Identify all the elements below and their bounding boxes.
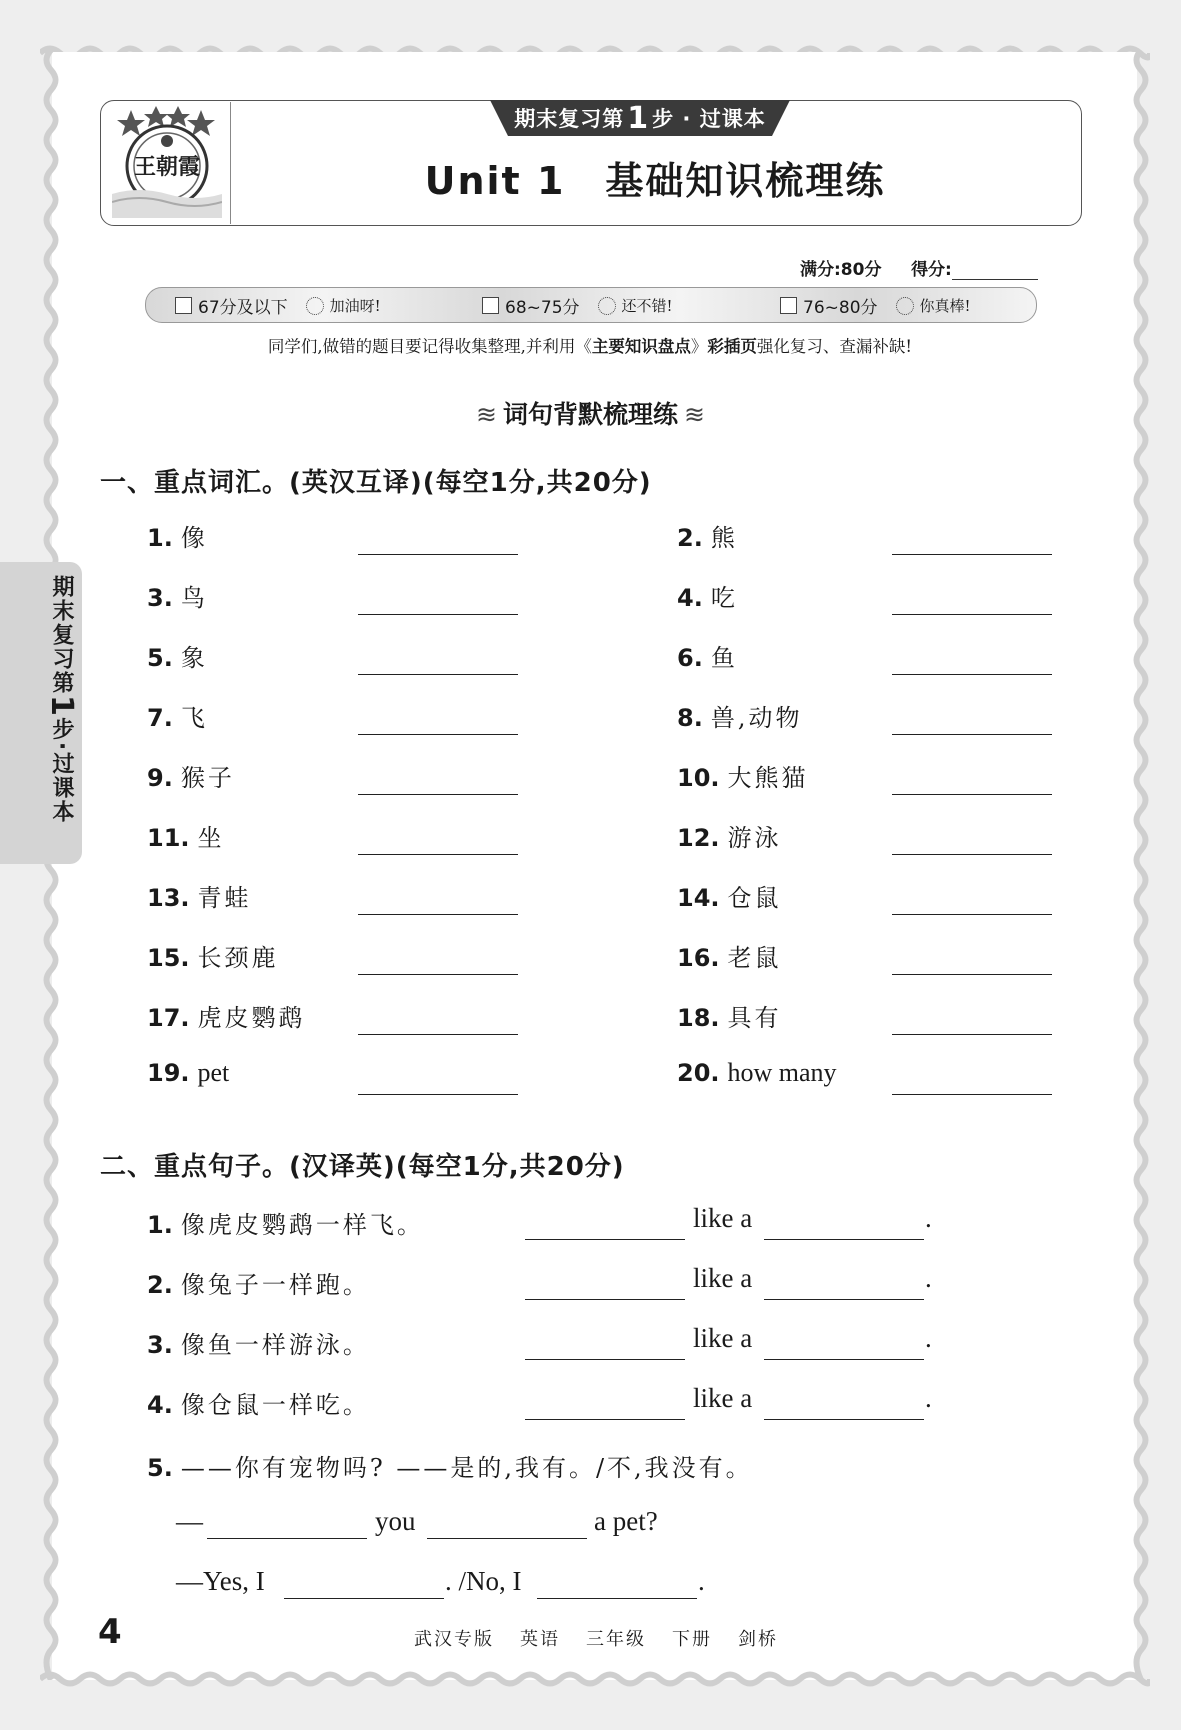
vocab-word: 飞 — [180, 704, 208, 732]
notice-mid: 》 — [690, 337, 708, 356]
header-tab-label — [490, 100, 790, 136]
vocab-word: 游泳 — [727, 824, 782, 852]
vocab-word: 像 — [180, 524, 208, 552]
sentence-like-a: like a — [693, 1383, 753, 1413]
sentence-chinese: 像兔子一样跑。 — [180, 1271, 370, 1299]
tab-suffix: 步 · 过课本 — [652, 107, 766, 131]
answer-blank[interactable] — [525, 1359, 685, 1360]
answer-blank[interactable] — [892, 914, 1052, 915]
notice-text — [60, 333, 1120, 357]
answer-blank[interactable] — [207, 1538, 367, 1539]
section-title — [0, 395, 1181, 431]
vocab-item — [677, 758, 809, 793]
sentence-number: 3. — [147, 1331, 173, 1359]
answer-blank[interactable] — [892, 734, 1052, 735]
vocab-item — [147, 518, 208, 553]
vocab-number: 13. — [147, 884, 190, 912]
vocab-word: 长颈鹿 — [197, 944, 279, 972]
answer-blank[interactable] — [358, 974, 518, 975]
footer-publisher: 剑桥 — [738, 1629, 778, 1650]
vocab-number: 10. — [677, 764, 720, 792]
vocab-item — [677, 518, 738, 553]
vocab-item — [147, 818, 225, 853]
rating-high — [780, 293, 971, 318]
answer-blank[interactable] — [892, 1034, 1052, 1035]
vocab-number: 12. — [677, 824, 720, 852]
sentence-chinese: 像鱼一样游泳。 — [180, 1331, 370, 1359]
answer-blank[interactable] — [525, 1239, 685, 1240]
answer-blank[interactable] — [892, 554, 1052, 555]
notice-before: 同学们,做错的题目要记得收集整理,并利用《 — [267, 337, 592, 356]
smile-face-icon — [598, 297, 616, 315]
sentence-item-5 — [147, 1448, 753, 1483]
answer-blank[interactable] — [358, 1034, 518, 1035]
footer-edition: 武汉专版 — [414, 1629, 494, 1650]
tab-step-number: 1 — [627, 100, 650, 136]
wave-right-icon: ≋ — [684, 400, 705, 429]
sentence-item — [147, 1385, 370, 1420]
answer-blank[interactable] — [358, 914, 518, 915]
vocab-word: 兽,动物 — [710, 704, 803, 732]
side-tab-prefix: 期末复习第 — [49, 575, 74, 695]
vocab-item — [677, 998, 782, 1033]
vocab-word: 虎皮鹦鹉 — [197, 1004, 306, 1032]
answer-blank[interactable] — [525, 1299, 685, 1300]
vocab-number: 8. — [677, 704, 703, 732]
vocab-number: 14. — [677, 884, 720, 912]
vocab-number: 3. — [147, 584, 173, 612]
sentence-like-a: like a — [693, 1323, 753, 1353]
vocab-item — [147, 578, 208, 613]
sentence-period: . — [925, 1203, 932, 1233]
vocab-number: 17. — [147, 1004, 190, 1032]
vocab-number: 1. — [147, 524, 173, 552]
vocab-word: 鸟 — [180, 584, 208, 612]
notice-bold-2: 彩插页 — [707, 337, 757, 356]
page-number: 4 — [98, 1612, 122, 1652]
footer — [414, 1625, 778, 1651]
vocab-number: 11. — [147, 824, 190, 852]
side-tab-suffix: 步·过课本 — [49, 717, 74, 825]
sentence-chinese: 像仓鼠一样吃。 — [180, 1391, 370, 1419]
answer-blank[interactable] — [537, 1598, 697, 1599]
part1-heading: 一、重点词汇。(英汉互译)(每空1分,共20分) — [100, 468, 652, 498]
vocab-word: 青蛙 — [197, 884, 252, 912]
answer-blank[interactable] — [358, 734, 518, 735]
answer-blank[interactable] — [358, 794, 518, 795]
vocab-number: 16. — [677, 944, 720, 972]
rating-mid — [482, 293, 673, 318]
answer-blank[interactable] — [764, 1419, 924, 1420]
vocab-number: 6. — [677, 644, 703, 672]
rating-high-message: 你真棒! — [919, 297, 971, 315]
page-border-left — [40, 50, 62, 1680]
sentence-item — [147, 1205, 424, 1240]
svg-text:王朝霞: 王朝霞 — [133, 154, 201, 180]
cheer-face-icon — [306, 297, 324, 315]
sentence-number: 4. — [147, 1391, 173, 1419]
answer-blank[interactable] — [892, 674, 1052, 675]
vocab-number: 18. — [677, 1004, 720, 1032]
vocab-item — [677, 1058, 837, 1088]
answer-blank[interactable] — [284, 1598, 444, 1599]
sentence-like-a: like a — [693, 1203, 753, 1233]
vocab-number: 15. — [147, 944, 190, 972]
vocab-word: how many — [727, 1058, 837, 1087]
vocab-number: 4. — [677, 584, 703, 612]
vocab-item — [147, 698, 208, 733]
vocab-word: 吃 — [710, 584, 738, 612]
wave-left-icon: ≋ — [476, 400, 497, 429]
answer-blank[interactable] — [892, 974, 1052, 975]
sentence-like-a: like a — [693, 1263, 753, 1293]
vocab-word: 老鼠 — [727, 944, 782, 972]
vocab-number: 20. — [677, 1059, 720, 1087]
sentence-chinese: 像虎皮鹦鹉一样飞。 — [180, 1211, 424, 1239]
sentence-period: . — [925, 1323, 932, 1353]
answer-blank[interactable] — [764, 1239, 924, 1240]
part2-heading: 二、重点句子。(汉译英)(每空1分,共20分) — [100, 1152, 625, 1182]
sentence-number: 2. — [147, 1271, 173, 1299]
vocab-item — [147, 758, 235, 793]
vocab-item — [677, 698, 802, 733]
vocab-word: 猴子 — [180, 764, 235, 792]
answer-blank[interactable] — [892, 794, 1052, 795]
answer-yes: —Yes, I — [176, 1566, 265, 1596]
page-border-bottom — [40, 1668, 1150, 1690]
sentence-number: 5. — [147, 1454, 173, 1482]
answer-blank[interactable] — [892, 854, 1052, 855]
answer-blank[interactable] — [764, 1359, 924, 1360]
sentence-chinese: ——你有宠物吗? ——是的,我有。/不,我没有。 — [180, 1454, 753, 1482]
answer-blank[interactable] — [427, 1538, 587, 1539]
answer-blank[interactable] — [358, 854, 518, 855]
rating-low-range: 67分及以下 — [198, 298, 288, 318]
vocab-item — [147, 1058, 229, 1088]
vocab-number: 7. — [147, 704, 173, 732]
vocab-item — [147, 938, 279, 973]
sentence-item — [147, 1265, 370, 1300]
notice-bold-1: 主要知识盘点 — [591, 337, 691, 356]
vocab-number: 19. — [147, 1059, 190, 1087]
vocab-item — [677, 938, 782, 973]
answer-no: . /No, I — [445, 1566, 522, 1596]
vocab-number: 9. — [147, 764, 173, 792]
answer-end: . — [698, 1566, 705, 1596]
rating-high-range: 76~80分 — [803, 298, 878, 318]
publisher-logo — [112, 106, 222, 218]
rating-mid-checkbox[interactable] — [482, 297, 499, 314]
vocab-word: 象 — [180, 644, 208, 672]
footer-subject: 英语 — [520, 1629, 560, 1650]
vocab-word: 大熊猫 — [727, 764, 809, 792]
answer-blank[interactable] — [892, 1094, 1052, 1095]
vocab-item — [677, 638, 738, 673]
score-got-label: 得分: — [911, 260, 952, 280]
sentence-period: . — [925, 1383, 932, 1413]
vocab-word: 鱼 — [710, 644, 738, 672]
notice-after: 强化复习、查漏补缺! — [756, 337, 913, 356]
sentence-period: . — [925, 1263, 932, 1293]
vocab-item — [147, 878, 252, 913]
rating-low — [175, 293, 381, 318]
star-face-icon — [896, 297, 914, 315]
vocab-item — [677, 818, 782, 853]
score-input[interactable] — [952, 261, 1038, 280]
sentence-number: 1. — [147, 1211, 173, 1239]
section-title-text: 词句背默梳理练 — [502, 400, 678, 429]
full-score-label: 满分:80分 — [800, 260, 882, 280]
vocab-item — [677, 578, 738, 613]
vocab-word: pet — [197, 1058, 230, 1087]
rating-low-checkbox[interactable] — [175, 297, 192, 314]
sentence-item — [147, 1325, 370, 1360]
footer-volume: 下册 — [672, 1629, 712, 1650]
answer-blank[interactable] — [358, 614, 518, 615]
vocab-item — [147, 638, 208, 673]
score-line — [800, 255, 1038, 280]
question-end: a pet? — [594, 1506, 658, 1536]
vocab-word: 具有 — [727, 1004, 782, 1032]
footer-grade: 三年级 — [586, 1629, 646, 1650]
side-tab-label — [44, 575, 79, 825]
vocab-word: 仓鼠 — [727, 884, 782, 912]
page-border-right — [1130, 50, 1152, 1680]
unit-title: Unit 1 基础知识梳理练 — [424, 159, 886, 203]
side-tab-number: 1 — [44, 695, 79, 718]
answer-blank[interactable] — [358, 554, 518, 555]
vocab-number: 2. — [677, 524, 703, 552]
answer-blank[interactable] — [764, 1299, 924, 1300]
answer-blank[interactable] — [358, 1094, 518, 1095]
rating-high-checkbox[interactable] — [780, 297, 797, 314]
answer-blank[interactable] — [525, 1419, 685, 1420]
answer-blank[interactable] — [892, 614, 1052, 615]
rating-low-message: 加油呀! — [329, 297, 381, 315]
tab-prefix: 期末复习第 — [514, 107, 625, 131]
vocab-item — [147, 998, 306, 1033]
rating-mid-range: 68~75分 — [505, 298, 580, 318]
vocab-number: 5. — [147, 644, 173, 672]
vocab-item — [677, 878, 782, 913]
vocab-word: 熊 — [710, 524, 738, 552]
answer-blank[interactable] — [358, 674, 518, 675]
vocab-word: 坐 — [197, 824, 225, 852]
rating-mid-message: 还不错! — [621, 297, 673, 315]
question-dash: — — [176, 1506, 203, 1536]
question-you: you — [375, 1506, 416, 1536]
